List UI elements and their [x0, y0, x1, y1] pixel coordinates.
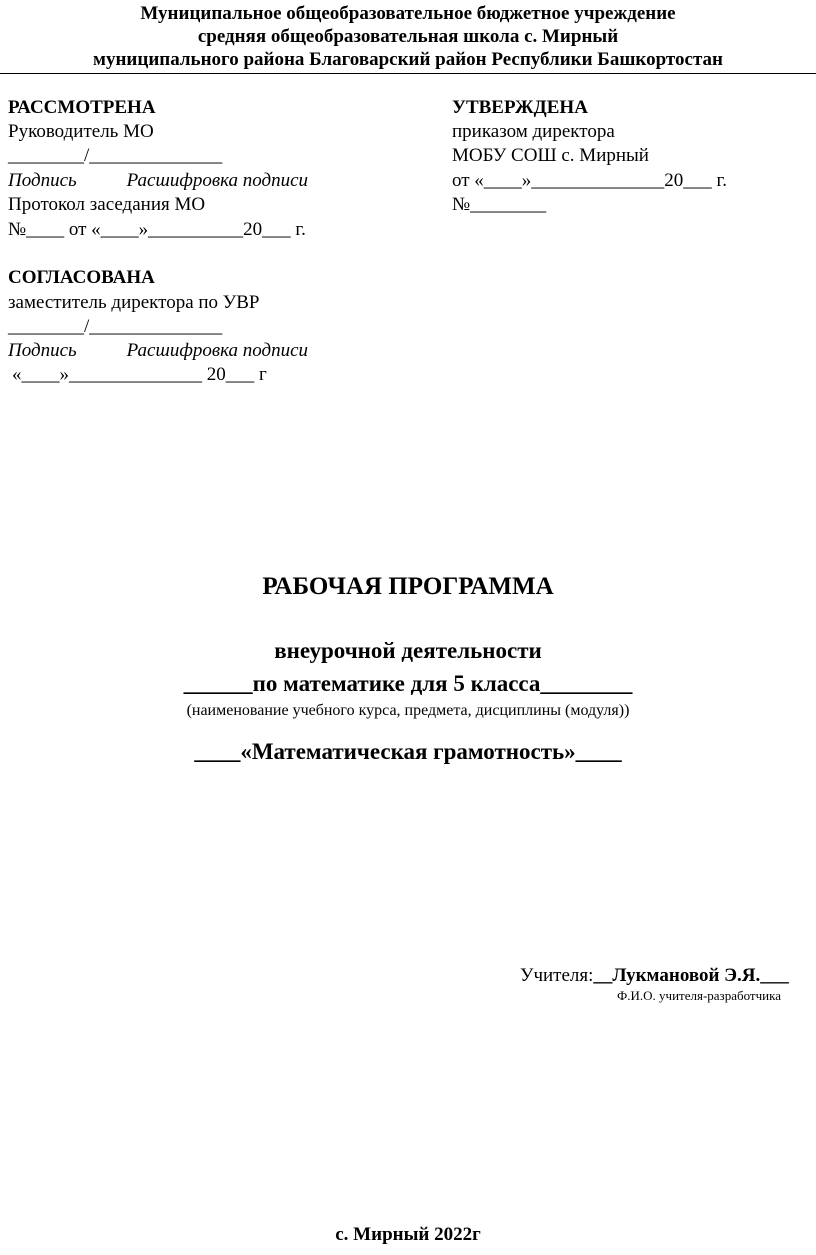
- approved-number-line: №________: [452, 194, 547, 215]
- agreed-date-line: «____»______________ 20___ г: [12, 364, 267, 385]
- signature-decode-caption: Расшифровка подписи: [126, 340, 309, 361]
- place-year: с. Мирный 2022г: [335, 1224, 481, 1245]
- agreed-sign-caption: [8, 340, 308, 362]
- reviewed-sign-line: ________/______________: [8, 145, 223, 166]
- approved-heading: УТВЕРЖДЕНА: [452, 97, 588, 118]
- signature-caption: Подпись: [8, 170, 77, 191]
- teacher-name: __Лукмановой Э.Я.___: [593, 965, 789, 986]
- program-type: внеурочной деятельности: [274, 638, 542, 663]
- program-subject: ______по математике для 5 класса________: [183, 671, 633, 696]
- teacher-caption: Ф.И.О. учителя-разработчика: [617, 988, 781, 1003]
- header-divider: [0, 73, 816, 74]
- reviewed-protocol-line: №____ от «____»__________20___ г.: [8, 219, 306, 240]
- program-caption: (наименование учебного курса, предмета, дисциплины (модуля)): [186, 702, 630, 719]
- program-title: РАБОЧАЯ ПРОГРАММА: [262, 573, 554, 600]
- reviewed-protocol: Протокол заседания МО: [8, 194, 206, 215]
- program-course-name: ____«Математическая грамотность»____: [194, 739, 622, 764]
- agreed-role: заместитель директора по УВР: [8, 292, 260, 313]
- signature-decode-caption: Расшифровка подписи: [126, 170, 309, 191]
- teacher-line: [520, 965, 789, 987]
- teacher-label: Учителя:: [520, 965, 594, 986]
- school-name-line-2: средняя общеобразовательная школа с. Мирный: [197, 26, 619, 47]
- reviewed-role: Руководитель МО: [8, 121, 154, 142]
- approved-order: приказом директора: [452, 121, 615, 142]
- approved-date-line: от «____»______________20___ г.: [452, 170, 727, 191]
- reviewed-sign-caption: [8, 170, 308, 192]
- agreed-sign-line: ________/______________: [8, 316, 223, 337]
- reviewed-heading: РАССМОТРЕНА: [8, 97, 156, 118]
- approved-school: МОБУ СОШ с. Мирный: [452, 145, 649, 166]
- signature-caption: Подпись: [8, 340, 77, 361]
- school-name-line-1: Муниципальное общеобразовательное бюджетное учреждение: [140, 3, 676, 24]
- school-name-line-3: муниципального района Благоварский район Республики Башкортостан: [93, 49, 723, 70]
- agreed-heading: СОГЛАСОВАНА: [8, 267, 155, 288]
